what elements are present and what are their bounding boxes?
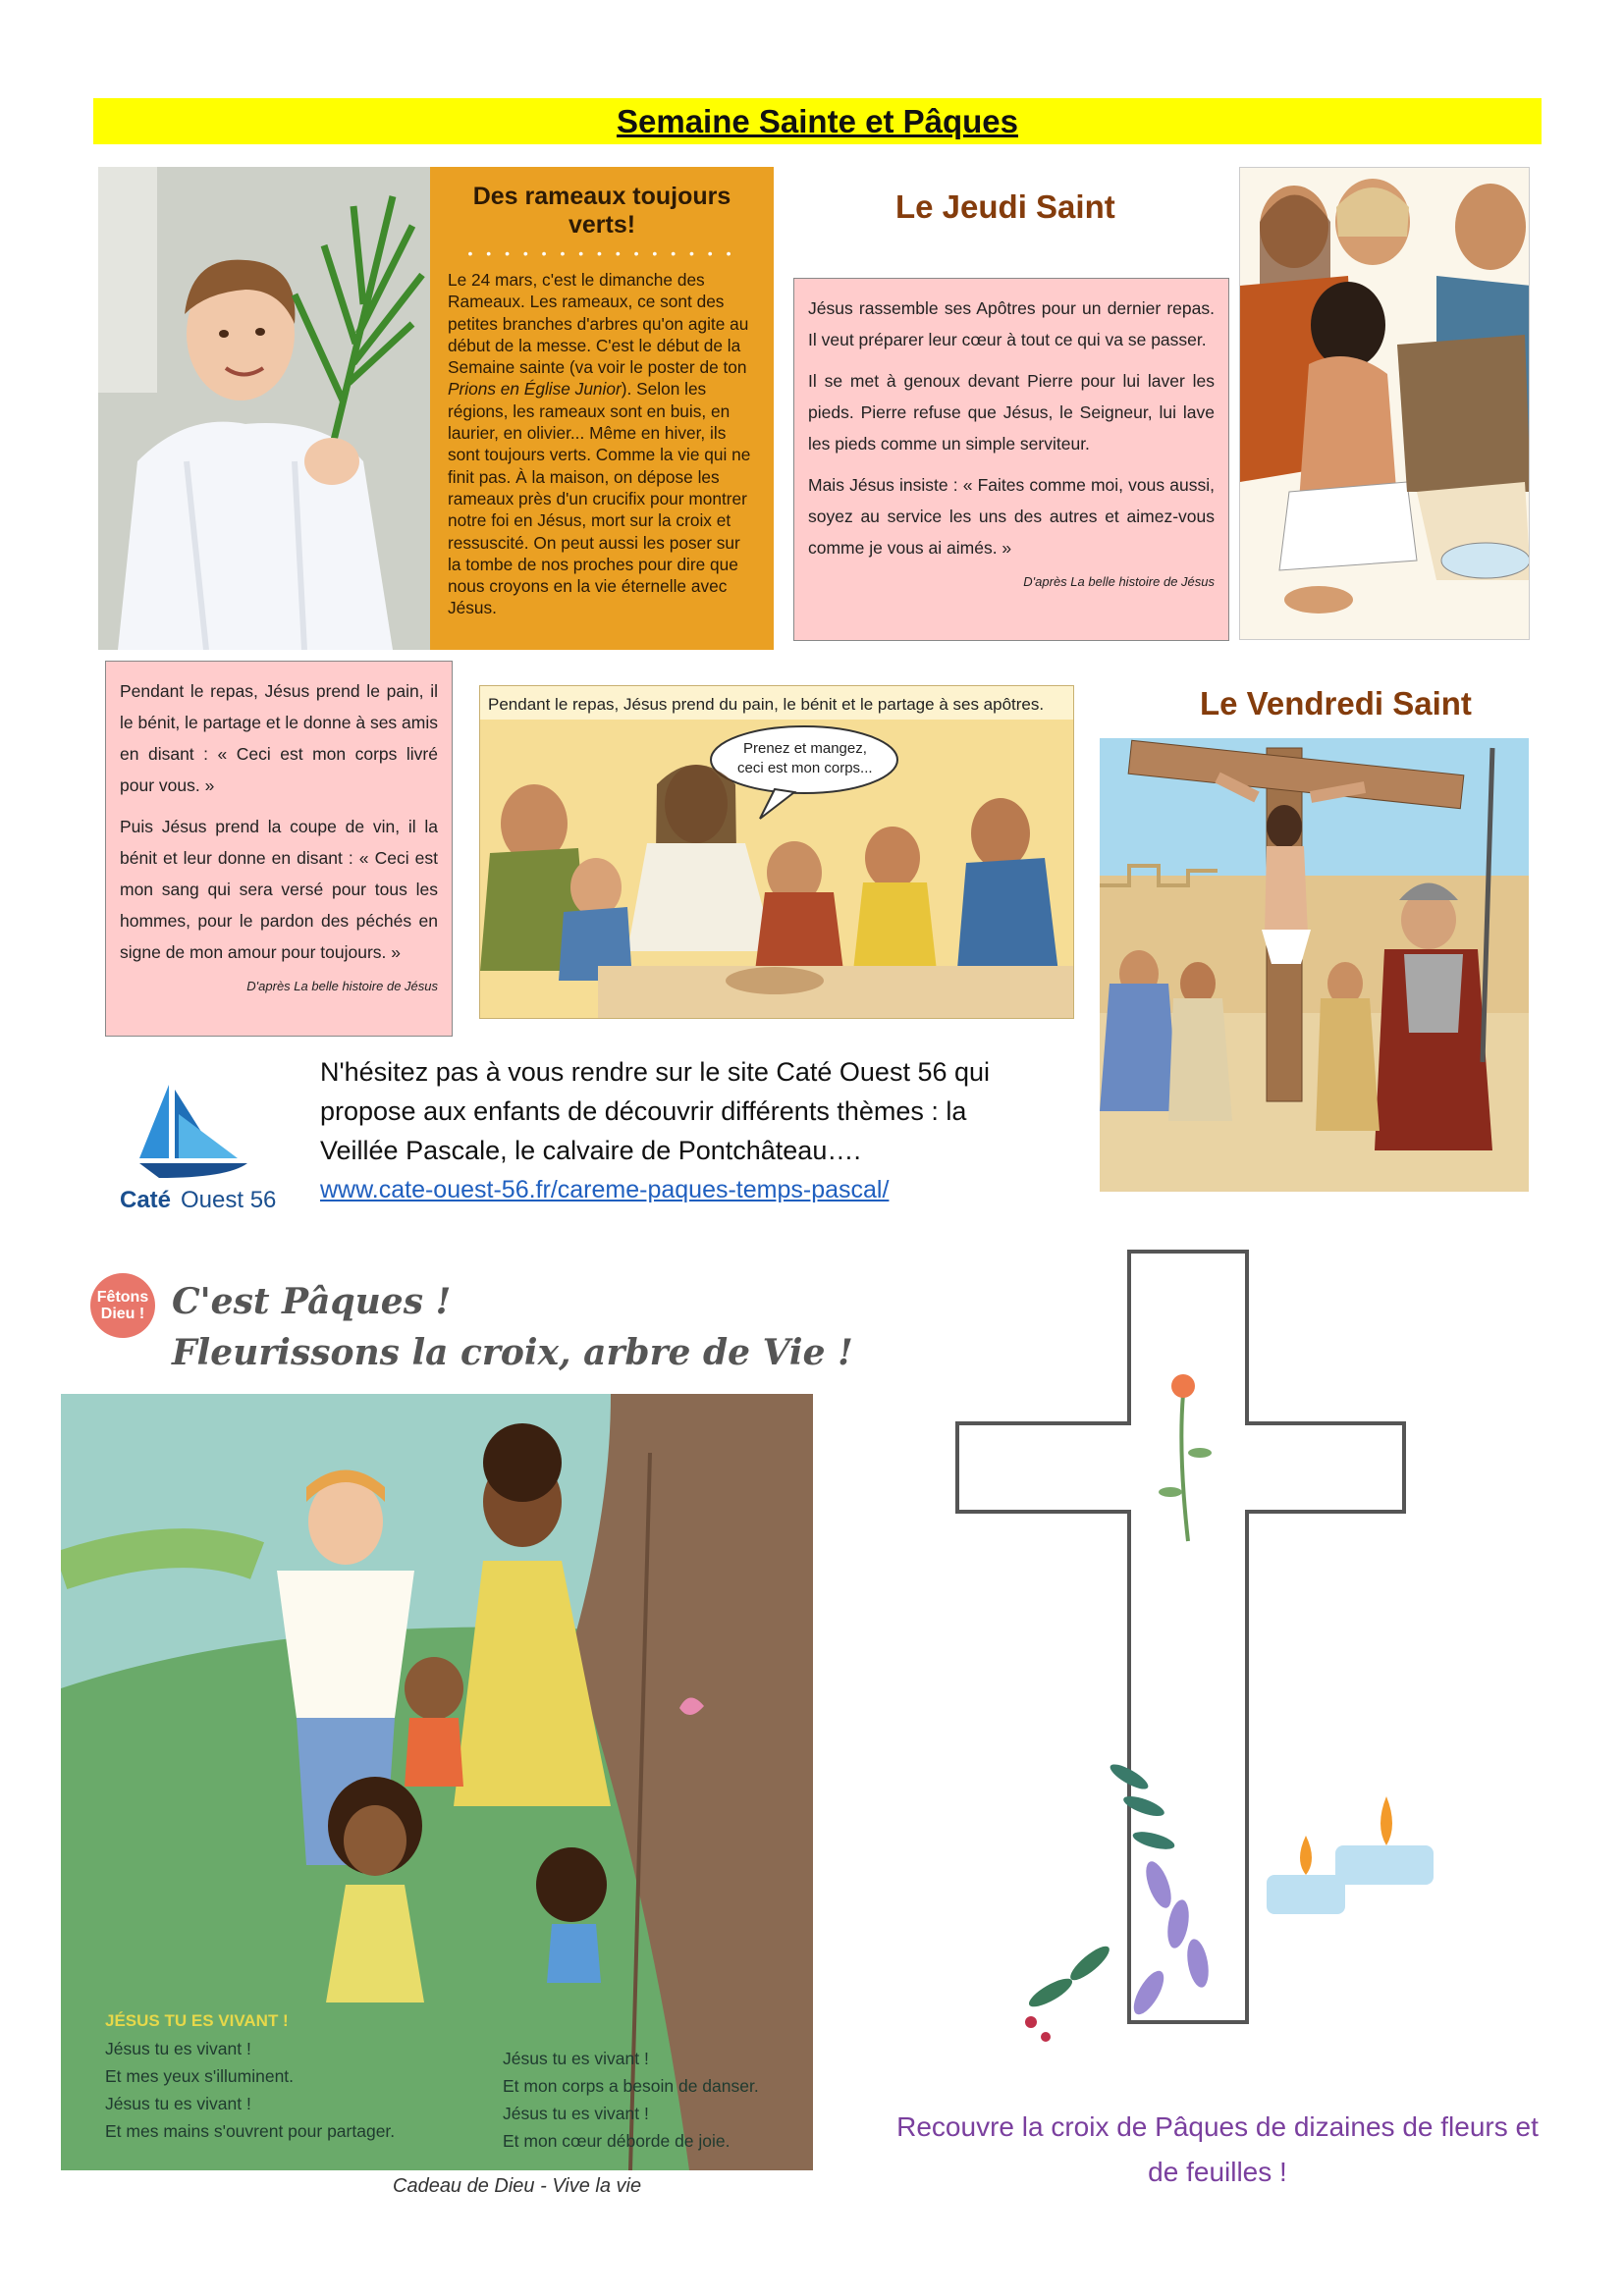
- fetons-title: [172, 1276, 853, 1378]
- boy-with-palm-illustration: [98, 167, 430, 650]
- fetons-title-line-2: Fleurissons la croix, arbre de Vie !: [172, 1332, 853, 1373]
- rameaux-photo: [98, 167, 430, 650]
- page-title: Semaine Sainte et Pâques: [616, 102, 1018, 139]
- vendredi-saint-heading: Le Vendredi Saint: [1200, 685, 1472, 721]
- family-easter-illustration: [61, 1394, 813, 2170]
- song-column-1: Jésus tu es vivant ! Et mes yeux s'illuminent. Jésus tu es vivant ! Et mes mains s'ouvrent pour partager.: [105, 2039, 396, 2141]
- last-supper-comic: [479, 685, 1074, 1019]
- cate-paragraph: [320, 1052, 1047, 1209]
- speech-line-1: Prenez et mangez,: [743, 740, 867, 757]
- cate-ouest-logo: [120, 1075, 289, 1212]
- speech-line-2: ceci est mon corps...: [737, 760, 873, 776]
- foot-washing-illustration: [1239, 167, 1530, 640]
- rameaux-heading: Des rameaux toujours verts!: [472, 183, 731, 239]
- dotted-divider: • • • • • • • • • • • • • • •: [467, 245, 736, 261]
- repas-paragraph: Puis Jésus prend la coupe de vin, il la bénit et leur donne en disant : « Ceci est mon sang qui sera versé pour tous les hommes, pour le pardon des péchés en signe de mon amour pour toujours. »: [120, 817, 438, 962]
- crucifixion-illustration: [1100, 738, 1529, 1192]
- rameaux-text-box: [430, 167, 774, 650]
- jeudi-paragraph: Mais Jésus insiste : « Faites comme moi, vous aussi, soyez au service les uns des autres et aimez-vous comme je vous ai aimés. »: [808, 475, 1215, 558]
- repas-source: D'après La belle histoire de Jésus: [246, 979, 438, 993]
- song-title: JÉSUS TU ES VIVANT !: [105, 2011, 289, 2030]
- cate-ouest-link[interactable]: www.cate-ouest-56.fr/careme-paques-temps-pascal/: [320, 1176, 890, 1203]
- jeudi-paragraph: Jésus rassemble ses Apôtres pour un dernier repas. Il veut préparer leur cœur à tout ce qui va se passer.: [808, 298, 1215, 349]
- jeudi-source: D'après La belle histoire de Jésus: [1023, 574, 1215, 589]
- cross-caption: Recouvre la croix de Pâques de dizaines de fleurs et de feuilles !: [896, 2111, 1539, 2187]
- song-column-2: Jésus tu es vivant ! Et mon corps a besoin de danser. Jésus tu es vivant ! Et mon cœur déborde de joie.: [503, 2049, 759, 2151]
- title-bar: [93, 98, 1542, 144]
- fetons-dieu-badge: Fêtons Dieu !: [90, 1273, 155, 1338]
- cross-coloring-illustration: [943, 1247, 1453, 2071]
- song-lyrics: [105, 2007, 792, 2151]
- logo-word-1: Caté: [120, 1187, 172, 1212]
- jeudi-paragraph: Il se met à genoux devant Pierre pour lui laver les pieds. Pierre refuse que Jésus, le Seigneur, lui lave les pieds comme un simple serviteur.: [808, 371, 1215, 454]
- repas-paragraph: Pendant le repas, Jésus prend le pain, il le bénit, le partage et le donne à ses amis en disant : « Ceci est mon corps livré pour vous. »: [120, 681, 438, 795]
- jeudi-saint-heading: Le Jeudi Saint: [895, 188, 1115, 225]
- comic-caption: Pendant le repas, Jésus prend du pain, le bénit et le partage à ses apôtres.: [488, 695, 1045, 714]
- rameaux-text: Le 24 mars, c'est le dimanche des Rameaux. Les rameaux, ce sont des petites branches d'arbres qu'on agite au début de la messe. C'est le début de la Semaine sainte (va voir le poster de ton Prions en Église Junior). Selon les régions, les rameaux sont en buis, en laurier, en olivier... Même en hiver, ils sont toujours verts. Comme la vie qui ne finit pas. À la maison, on dépose les rameaux près d'un crucifix pour montrer notre foi en Jésus, mort sur la croix et ressuscité. On peut aussi les poser sur la tombe de nos proches pour dire que nous croyons en la vie éternelle avec Jésus.: [448, 270, 751, 618]
- easter-image-caption: Cadeau de Dieu - Vive la vie: [393, 2175, 642, 2197]
- repas-text-box: [105, 661, 453, 1037]
- cate-text: N'hésitez pas à vous rendre sur le site Caté Ouest 56 qui propose aux enfants de découvrir différents thèmes : la Veillée Pascale, le calvaire de Pontchâteau….: [320, 1057, 991, 1165]
- jeudi-saint-text-box: [793, 278, 1229, 641]
- sailboat-icon: [120, 1075, 289, 1212]
- fetons-title-line-1: C'est Pâques !: [172, 1281, 452, 1322]
- logo-word-2: Ouest 56: [181, 1187, 277, 1212]
